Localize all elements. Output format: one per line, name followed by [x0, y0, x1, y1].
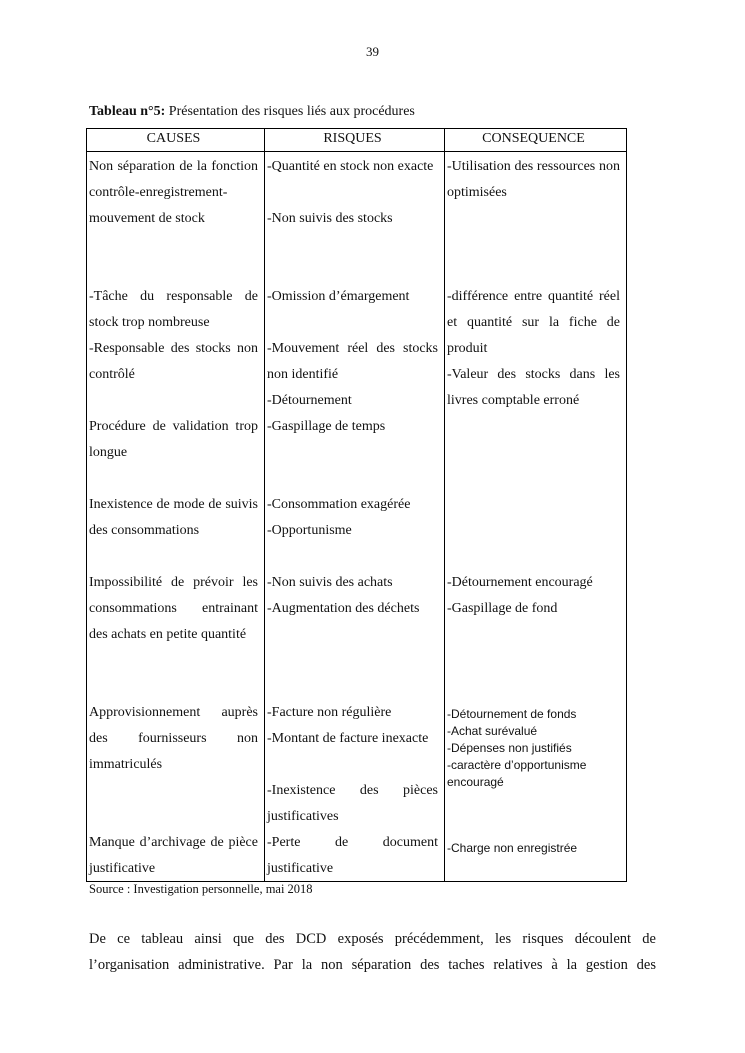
risk-item: -Gaspillage de temps	[267, 419, 386, 434]
cause-item: Inexistence de mode de suivis des consommations	[89, 497, 258, 538]
risk-item: -Consommation exagérée	[267, 497, 411, 512]
risk-item: -Omission d’émargement	[267, 289, 410, 304]
header-consequence: CONSEQUENCE	[445, 129, 627, 152]
consequence-cell	[445, 152, 627, 882]
risk-item: -Détournement	[267, 393, 352, 408]
risques-cell	[265, 152, 445, 882]
header-causes: CAUSES	[87, 129, 265, 152]
risk-item: -Opportunisme	[267, 523, 352, 538]
consequence-item: -Valeur des stocks dans les livres comptable erroné	[447, 367, 620, 408]
cause-item: Non séparation de la fonction contrôle-enregistrement-mouvement de stock	[89, 159, 258, 226]
body-paragraph-line: De ce tableau ainsi que des DCD exposés précédemment, les risques découlent de	[89, 931, 656, 947]
consequence-item: -Utilisation des ressources non optimisées	[447, 159, 620, 200]
cause-item: Approvisionnement auprès des fournisseurs non immatriculés	[89, 705, 258, 772]
cause-item: -Responsable des stocks non contrôlé	[89, 341, 258, 382]
consequence-item: -Achat surévalué	[447, 724, 538, 738]
risk-item: -Mouvement réel des stocks non identifié	[267, 341, 438, 382]
cause-item: Manque d’archivage de pièce justificative	[89, 835, 258, 876]
header-row	[87, 129, 627, 152]
cause-item: Procédure de validation trop longue	[89, 419, 258, 460]
consequence-item: -Dépenses non justifiés	[447, 741, 572, 755]
risk-item: -Facture non régulière	[267, 705, 392, 720]
risk-item: -Quantité en stock non exacte	[267, 159, 434, 174]
table-source: Source : Investigation personnelle, mai 2018	[89, 882, 313, 896]
cause-item: Impossibilité de prévoir les consommations entrainant des achats en petite quantité	[89, 575, 258, 642]
table-row	[87, 152, 627, 882]
consequence-item: -Détournement encouragé	[447, 575, 593, 590]
risk-item: -Augmentation des déchets	[267, 601, 420, 616]
consequence-item: -caractère d’opportunisme encouragé	[447, 758, 587, 789]
caption-title: Présentation des risques liés aux procédures	[168, 104, 415, 119]
risk-item: -Non suivis des stocks	[267, 211, 393, 226]
consequence-item: -Détournement de fonds	[447, 707, 577, 721]
header-risques: RISQUES	[265, 129, 445, 152]
risk-item: -Perte de document justificative	[267, 835, 438, 876]
table-caption	[89, 104, 415, 120]
risk-item: -Non suivis des achats	[267, 575, 393, 590]
risk-table	[86, 128, 627, 882]
body-paragraph-line: l’organisation administrative. Par la non séparation des taches relatives à la gestion des	[89, 957, 656, 973]
consequence-item: -Charge non enregistrée	[447, 841, 578, 855]
risk-item: -Inexistence des pièces justificatives	[267, 783, 438, 824]
causes-cell	[87, 152, 265, 882]
caption-label: Tableau n°5:	[89, 104, 166, 119]
consequence-item: -différence entre quantité réel et quantité sur la fiche de produit	[447, 289, 620, 356]
consequence-item: -Gaspillage de fond	[447, 601, 558, 616]
risk-item: -Montant de facture inexacte	[267, 731, 429, 746]
cause-item: -Tâche du responsable de stock trop nombreuse	[89, 289, 258, 330]
page-number: 39	[366, 44, 379, 59]
